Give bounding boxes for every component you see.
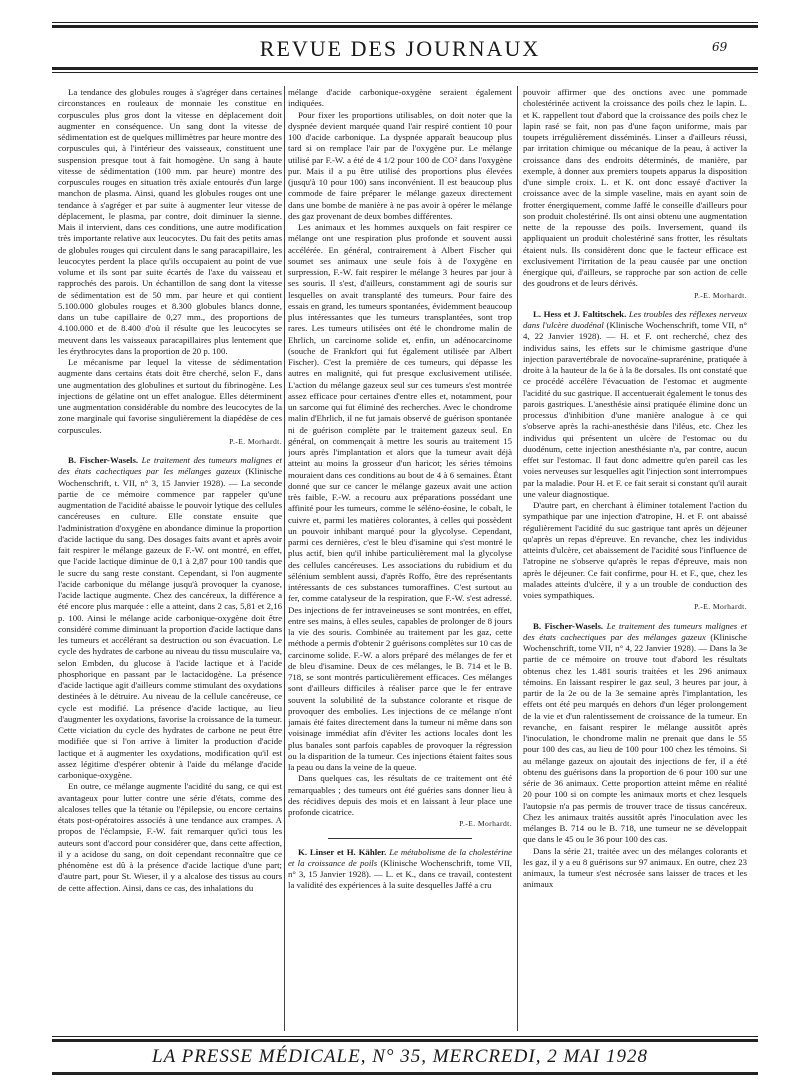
paragraph: — H. et F. ont recherché, chez des individus sains, les effets sur le chimisme gastrique d'une injection paravertébrale de novocaïne-suprarénine, pratiquée à droite à la hauteur de la 6e à la 8e dorsales. Ils ont constaté que ce procédé accélère l'évacuation de l'estomac et augmente l'acidité du suc gastrique. Il accentuerait également le tonus des parois gastriques. L'anesthésie ainsi pratiquée élimine donc un processus d'inhibition d'une manière analogue à ce qui s'observe après la rachi-anesthésie dans l'iléus, etc. Chez les individus qui présentent un ulcère de l'estomac ou du duodénum, cette injection anesthésiante n'a, par contre, aucun effet sur l'estomac. Il faut donc admettre qu'en pareil cas les voies nerveuses sur lesquelles agit l'injection sont interrompues par la maladie. Pour H. et F. ce fait serait si constant qu'il aurait une valeur diagnostique. [523, 331, 747, 499]
page-title: REVUE DES JOURNAUX [259, 36, 541, 61]
paragraph: — L. et K., dans ce travail, contestent la validité des expériences à la suite desquelles Jaffé a cru [288, 869, 512, 891]
paragraph: Le mécanisme par lequel la vitesse de sédimentation augmente dans certains états doit être cherché, selon F., dans une augmentation des globulines et surtout du fibrinogène. Les injections de gélatine ont un effet analogue. Elles déterminent une augmentation considérable du nombre des leucocytes de la zone marginale qui favorise singulièrement la diapédèse de ces corpuscules. [58, 357, 282, 435]
article-source: (Klinische Wochenschrift, t. VII, n° 3, 15 Janvier 1928). [58, 466, 282, 488]
paragraph: Dans la série 21, traitée avec un des mélanges colorants et les gaz, il y a eu 8 guérisons sur 97 animaux. En outre, chez 23 animaux, la tumeur s'est nécrosée sans laisser de traces et les animaux [523, 845, 747, 890]
article-author: K. Linser et H. Kähler. [298, 846, 387, 857]
signature: P.-E. Morhardt. [694, 290, 747, 300]
article-author: L. Hess et J. Faltitschek. [533, 308, 627, 319]
header-rule-thin [52, 72, 758, 73]
article-divider [328, 838, 472, 839]
paragraph: — Dans la 3e partie de ce mémoire on trouve tout d'abord les résultats obtenus chez les 1.481 souris traitées et les 296 animaux témoins. En laissant respirer le gaz seul, 3 heures par jour, à partir de la 2e ou de la 3e semaine après l'implantation, les effets ont été peu marqués en dehors d'un léger prolongement de la vie et d'un ralentissement de croissance de la tumeur. En revanche, en faisant respirer le mélange aussitôt après l'inoculation, le chondrome malin ne prenait que dans le 55 pour 100 des cas, au lieu de 100 pour 100 chez les témoins. Si au mélange gazeux on ajoutait des injections de fer, il a été obtenu des guérisons dans la proportion de 6 pour 100 sur une série de 36 animaux. Cette proportion atteint même en réalité 20 pour 100 si on compte les animaux morts et chez lesquels l'autopsie n'a pas permis de trouver trace de tissus cancéreux. Chez les animaux traités aussitôt après l'inoculation avec les mélanges B. 714 ou le B. 718, une tumeur ne se développait que dans le 45 ou le 36 pour 100 des cas. [523, 643, 747, 845]
top-rule-thick [52, 25, 758, 28]
article-heading [523, 621, 747, 846]
header-rule-thick [52, 67, 758, 70]
page-number: 69 [712, 40, 728, 54]
paragraph: En outre, ce mélange augmente l'acidité du sang, ce qui est avantageux pour lutter contre une série d'états, comme des alcaloses telles que la tétanie ou l'épilepsie, ou encore certains états post-opératoires associés à une tendance aux crampes. A propos de l'éclampsie, F.-W. fait remarquer qu'ici tous les auteurs sont d'accord pour considérer que, dans cette affection, il y a acidose du sang, on doit cependant reconnaître que ce phénomène est dû à la présence d'acide lactique d'une part; d'autre part, pour St. Wieser, il y a alcalose des tissus au cours de cette affection. Ainsi, dans ce cas, des inhalations du [58, 781, 282, 893]
signature: P.-E. Morhardt. [459, 819, 512, 829]
paragraph: — La seconde partie de ce mémoire commence par rappeler qu'une augmentation de l'acidité abaisse le pouvoir lytique des cellules cancéreuses en culture. Elle constate ensuite que l'administration d'oxygène en abondance diminue la proportion d'acide lactique du sang. Des dosages faits avant et après avoir fait respirer le mélange gazeux de F.-W. ont montré, en effet, que l'acide lactique diminue de 0,1 à 2,87 pour 100 tandis que le sucre du sang reste constant. Cependant, si l'on augmente l'acide carbonique du mélange jusqu'à provoquer la cyanose, l'acide lactique augmente. Chez des cancéreux, la différence a été encore plus marquée : elle a atteint, dans 2 cas, 5,81 et 2,16 p. 100. Ainsi le mélange acide carbonique-oxygène doit être considéré comme diminuant la proportion d'acide lactique dans les tumeurs et accélérant sa destruction ou son évacuation. Le cycle des hydrates de carbone au niveau du tissu musculaire va, selon Embden, du glucose à l'acide lactique et à l'acide phosphorique en passant par le lactacidogène. La présence d'acide lactique agit d'ailleurs comme stimulant des oxydations destinées à le détruire. Au niveau de la cellule cancéreuse, ce cycle est modifié. La présence d'acide lactique, au lieu d'augmenter les oxydations, favorise la croissance de la tumeur. Cette viciation du cycle des hydrates de carbone ne peut être modifiée que si l'on arrive à limiter la production d'acide lactique et à augmenter les oxydations, modification qu'il est assez légitime d'espérer obtenir à l'aide du mélange d'acide carbonique-oxygène. [58, 477, 282, 780]
article-author: B. Fischer-Wasels. [533, 620, 604, 631]
paragraph: pouvoir affirmer que des onctions avec une pommade cholestérinée activent la croissance des poils chez le lapin. L. et K. rappellent tout d'abord que la croissance des poils chez le lapin rasé se fait, non pas d'une façon uniforme, mais par toupets irrégulièrement disséminés. Linser a d'ailleurs réussi, par irritation chimique ou mécanique de la peau, à activer la croissance dans des endroits déterminés, de manière, par exemple, à donner aux premiers toupets apparus la disposition d'une simple croix. L. et K. ont donc essayé d'activer la croissance avec de la simple vaseline, mais en ayant soin de frotter énergiquement, comme Jaffé le conseille d'ailleurs pour son produit cholestériné. Ils ont ainsi obtenu une augmentation nette de la repousse des poils. Inversement, quand ils appliquaient un produit cholestériné sans frotter, les résultats étaient nuls. Ils considèrent donc que le facteur efficace est exclusivement l'irritation de la peau causée par une onction énergique qui, d'ailleurs, se rapproche par son action de celle des goudrons et de leurs dérivés. [523, 87, 747, 289]
paragraph: La tendance des globules rouges à s'agréger dans certaines circonstances en rouleaux de monnaie les constitue en corpuscules plus gros dont la vitesse en déplacement doit augmenter en conséquence. Un sang dont la vitesse de sédimentation est de quelques millimètres par heure montre des corpuscules qui, à l'intérieur des vaisseaux, constituent une suspension presque tout à fait homogène. Un sang à haute vitesse de sédimentation (100 mm. par heure) montre des corpuscules rouges en situation très axiale entourés d'un large manchon de plasma. Ainsi, quand les globules rouges ont une tendance à s'agréger et par suite à augmenter leur vitesse de déplacement, le plasma, par contre, doit diminuer la sienne. Mais il intervient, dans ces conditions, une autre modification très importante relative aux leucocytes. Du fait des petits amas de globules rouges qui circulent dans le sang paracapillaire, les leucocytes perdent la place qu'ils occupaient au point de vue volume et ils sont par suite écartés de l'axe du vaisseau et rapprochés des parois. Un échantillon de sang dont la vitesse de sédimentation est de 50 mm. par heure et qui contient 5.100.000 globules rouges et 8.300 globules blancs donne, dans un tube capillaire de 0,27 mm., des proportions de 4.100.000 et de 8.400 d'où il résulte que les leucocytes se meuvent dans les vaisseaux paracapillaires plus lentement que les érythrocytes dans la proportion de 20 p. 100. [58, 87, 282, 356]
column-3 [523, 87, 747, 1031]
article-heading [288, 847, 512, 892]
article-title: Le traitement des tumeurs malignes et des états cachectiques par des mélanges gazeux [523, 620, 747, 642]
article-source: (Klinische Wochenschrift, tome VII, n° 4, 22 Janvier 1928). [523, 320, 747, 342]
article-title: Le métabolisme de la cholestérine et la croissance de poils [288, 846, 512, 868]
article-source: (Klinische Wochenschrift, tome VII, n° 4, 22 Janvier 1928). [523, 631, 747, 653]
bottom-rule-thick [52, 1072, 758, 1075]
column-separator [284, 86, 285, 1031]
footer-publication-line: LA PRESSE MÉDICALE, N° 35, MERCREDI, 2 MAI 1928 [152, 1046, 648, 1067]
article-title: Le traitement des tumeurs malignes et des états cachectiques par les mélanges gazeux [58, 455, 282, 477]
article-heading [523, 309, 747, 500]
footer-rule-thin [52, 1036, 758, 1037]
article-author: B. Fischer-Wasels. [68, 455, 139, 465]
paragraph: Dans quelques cas, les résultats de ce traitement ont été remarquables ; des tumeurs ont été guéries sans donner lieu à des récidives depuis des mois et en laissant à leur place une profonde cicatrice. [288, 773, 512, 817]
signature: P.-E. Morhardt. [694, 602, 747, 612]
article-title: Les troubles des réflexes nerveux dans l'ulcère duodénal [523, 308, 747, 330]
paragraph: D'autre part, en cherchant à éliminer totalement l'action du sympathique par une injection d'atropine, H. et F. ont abaissé régulièrement l'acidité du suc gastrique tant après un déjeuner qu'après un repas d'épreuve. En revanche, chez les individus atteints d'ulcère, cet abaissement de l'acidité sous l'influence de l'atropine ne s'observe qu'après le repas d'épreuve, mais non après le déjeuner. Ce fait confirme, pour H. et F., que, chez les malades atteints d'ulcère, il y a un trouble de conduction des voies sympathiques. [523, 500, 747, 600]
paragraph: Pour fixer les proportions utilisables, on doit noter que la dyspnée devient marquée quand l'air respiré contient 10 pour 100 d'acide carbonique. La dyspnée apparaît beaucoup plus tard si on remplace l'air par de l'oxygène pur. Le mélange utilisé par F.-W. a été de 4 1/2 pour 100 de CO² dans l'oxygène pur. Mais il a pu être utilisé des proportions plus élevées (jusqu'à 10 pour 100) sans inconvénient. Il est beaucoup plus commode de faire préparer le mélange gazeux directement dans une bombe de manière à ne pas avoir à opérer le mélange des gaz provenant de deux bombes différentes. [288, 109, 512, 221]
paragraph: Les animaux et les hommes auxquels on fait respirer ce mélange ont une respiration plus profonde et souvent aussi accélérée. En général, contrairement à Albert Fischer qui soumet ses animaux une seule fois à de l'oxygène en surpression, F.-W. fait respirer le mélange 3 heures par jour à ses souris. Il s'est, d'ailleurs, constamment agi de souris sur lesquelles on avait transplanté des tumeurs. Pour faire des essais en grand, les tumeurs spontanées, évidemment beaucoup plus intéressantes que les tumeurs transplantées, sont trop rares. Les tumeurs utilisées ont été le chondrome malin de Ehrlich, un carcinome solide et, enfin, un adénocarcinome (souche de Frankfort qui fut également utilisée par Albert Fischer). C'est la première de ces tumeurs, qui dépasse les autres en malignité, qui fut presque exclusivement utilisée. L'action du mélange gazeux seul sur ces tumeurs s'est montrée assez efficace pour certaines d'entre elles et, notamment, pour un sarcome qui fut éliminé des recherches. Avec le chondrome malin d'Ehrlich, il ne fut jamais observé de guérison spontanée ni de guérison complète par le traitement gazeux seul. En général, on commençait à mettre les souris au traitement 15 jours après l'implantation et alors que la tumeur avait déjà atteint au moins la grosseur d'un haricot; les séries témoins mouraient dans ces conditions au bout de 4 à 6 semaines. Étant donné que sur ce cancer le mélange gazeux avait une action très faible, F.-W. a recouru aux préparations possédant une affinité pour les tumeurs, comme le séléno-éosine, le cobalt, le cuivre et, parmi les matières colorantes, à celles qui possèdent un pouvoir inhibant marqué pour la glycolyse. Cependant, parmi ces dernières, c'est le bleu d'isamine qui s'est montré le plus actif, bien qu'il inhibe particulièrement mal la glycolyse des cellules cancéreuses. Les associations du rubidium et du sélénium semblent aussi, d'après Roffo, être des représentants intéressants de ces substances tumoraffines. C'est surtout au fer, comme catalyseur de la respiration, que F.-W. s'est adressé. Des injections de fer intraveineuses se sont montrées, en effet, entre ses mains, à elles seules, capables de prolonger de 8 jours la vie des souris. Combinée au traitement par les gaz, cette méthode a permis d'obtenir 2 guérisons complètes sur 10 cas de carcinome solide. F.-W. a alors préparé des mélanges de fer et de bleu d'isamine. Deux de ces mélanges, le B. 714 et le B. 718, se sont montrés particulièrement efficaces. Ces mélanges sont d'ailleurs difficiles à réaliser parce que le fer entrave souvent la solubilité de la substance colorante et risque de provoquer des embolies. Les injections de ce mélange n'ont jamais été faites directement dans la tumeur ni même dans son voisinage immédiat afin d'éviter les actions locales dont les plus banales sont parfois capables de provoquer la régression ou la disparition de la tumeur. Ces injections étaient faites sous la peau ou dans la veine de la queue. [288, 222, 512, 772]
article-source: (Klinische Wochenschrift, tome VII, n° 3, 15 Janvier 1928). [288, 857, 512, 879]
top-rule-thin [52, 22, 758, 23]
footer-rule-thick [52, 1039, 758, 1042]
article-heading [58, 455, 282, 781]
column-2 [288, 87, 512, 1031]
column-separator [517, 86, 518, 1031]
column-1 [58, 87, 282, 1031]
signature: P.-E. Morhardt. [229, 436, 282, 446]
paragraph: mélange d'acide carbonique-oxygène seraient également indiquées. [288, 87, 512, 109]
